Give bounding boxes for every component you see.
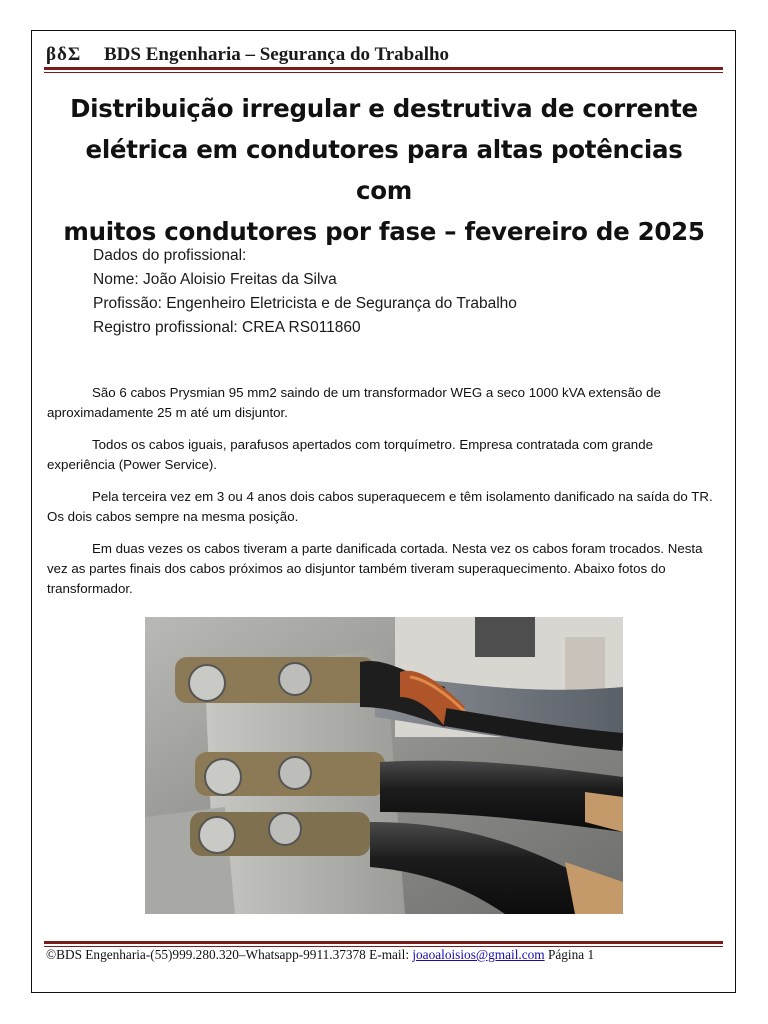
paragraph: Pela terceira vez em 3 ou 4 anos dois cabos superaquecem e têm isolamento danificado na saída do TR. Os dois cabos sempre na mesma posição. — [47, 489, 713, 524]
footer-contact: ©BDS Engenharia-(55)999.280.320–Whatsapp-9911.37378 E-mail: — [46, 947, 410, 962]
document-title — [60, 88, 708, 252]
page-number: Página 1 — [547, 947, 595, 962]
document-footer — [46, 947, 736, 963]
email-link[interactable]: joaoaloisios@gmail.com — [412, 947, 545, 962]
profile-heading: Dados do profissional: — [93, 247, 247, 264]
paragraph: São 6 cabos Prysmian 95 mm2 saindo de um transformador WEG a seco 1000 kVA extensão de aproximadamente 25 m até um disjuntor. — [47, 385, 661, 420]
header-rule — [44, 67, 723, 73]
paragraph: Em duas vezes os cabos tiveram a parte danificada cortada. Nesta vez os cabos foram trocados. Nesta vez as partes finais dos cabos próximos ao disjuntor também tiveram superaquecimento. Abaixo fotos do transformador. — [47, 541, 703, 596]
title-line: elétrica em condutores para altas potências com — [85, 135, 683, 205]
title-line: muitos condutores por fase – fevereiro de 2025 — [63, 217, 705, 246]
company-logo: βδΣ — [46, 44, 82, 65]
company-name: BDS Engenharia – Segurança do Trabalho — [104, 44, 450, 65]
profile-name: Nome: João Aloisio Freitas da Silva — [93, 271, 337, 288]
transformer-photo — [145, 617, 623, 914]
document-header — [46, 42, 722, 68]
title-line: Distribuição irregular e destrutiva de corrente — [70, 94, 698, 123]
profile-profession: Profissão: Engenheiro Eletricista e de Segurança do Trabalho — [93, 295, 517, 312]
body-text — [47, 383, 721, 611]
profile-registry: Registro profissional: CREA RS011860 — [93, 319, 361, 336]
professional-info — [93, 244, 693, 340]
paragraph: Todos os cabos iguais, parafusos apertados com torquímetro. Empresa contratada com grande experiência (Power Service). — [47, 437, 653, 472]
